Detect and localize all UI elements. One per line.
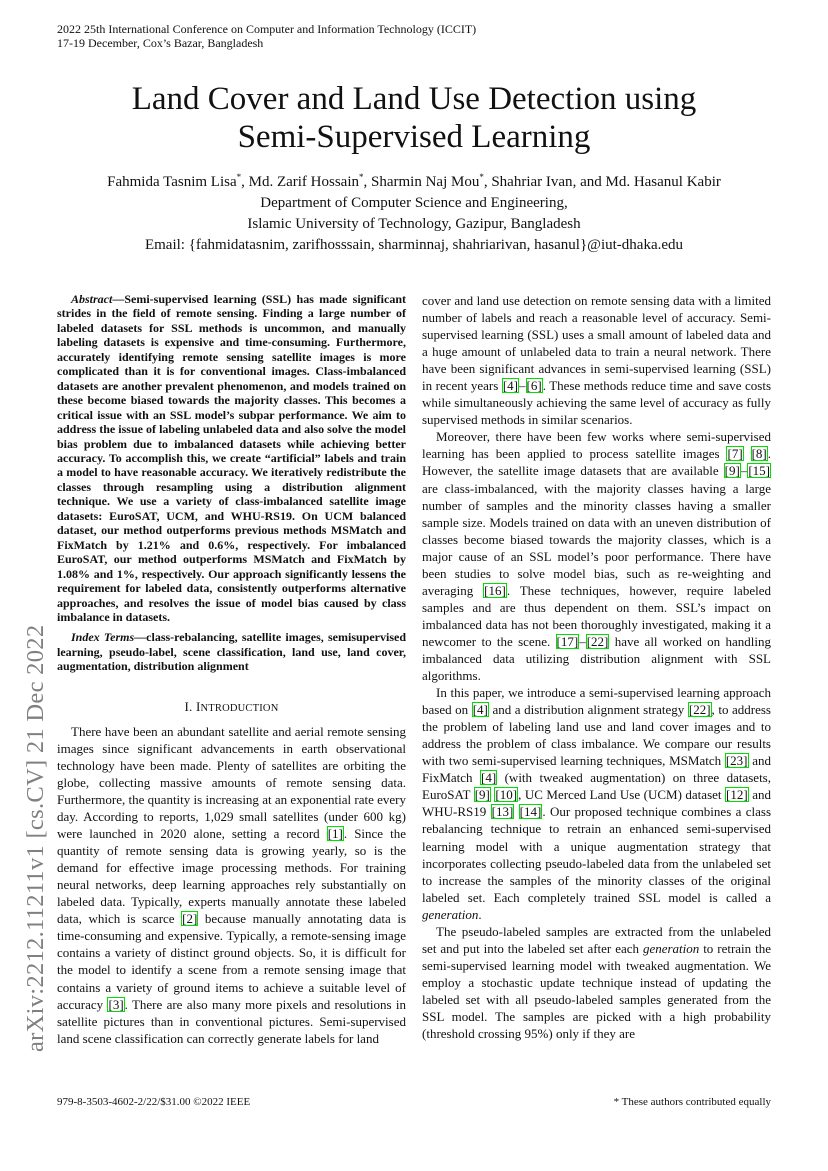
section-heading-introduction: [57, 698, 406, 717]
text-run: –: [740, 463, 748, 479]
intro-paragraph-4: [422, 923, 771, 1042]
author-name: Md. Zarif Hossain: [248, 174, 360, 190]
index-terms-lead: Index Terms: [71, 630, 135, 645]
section-numeral: I.: [184, 698, 196, 714]
text-run: are class-imbalanced, with the majority classes having a large number of samples and the minority classes having a smaller sample size. Models trained on data with an uneven distribution of classes become biased towards the majority classes, which is a major cause of an SSL model’s poor performance. There have been studies to solve model bias, such as re-weighting and averaging: [422, 480, 771, 598]
text-run: , to address the problem of labeling land use and land cover images and to address the problem of class imbalance. We compare our results with two semi-supervised learning techniques, MSMatch: [422, 702, 771, 769]
abstract-lead: Abstract: [71, 292, 113, 306]
intro-paragraph-2: [422, 428, 771, 684]
paper-title: [60, 80, 768, 156]
author-department: Department of Computer Science and Engineering,: [260, 195, 568, 211]
citation-link[interactable]: [13]: [491, 804, 514, 820]
author-name: Fahmida Tasnim Lisa: [107, 174, 237, 190]
text-run: . These methods reduce time and save costs while simultaneously achieving the same level of accuracy as fully supervised methods in similar scenarios.: [422, 378, 771, 428]
section-title-rest: NTRODUCTION: [200, 702, 279, 714]
citation-link[interactable]: [2]: [182, 911, 198, 927]
title-line-1: Land Cover and Land Use Detection using: [131, 81, 697, 117]
citation-link[interactable]: [4]: [481, 770, 497, 786]
citation-link[interactable]: [6]: [526, 378, 542, 394]
author-university: Islamic University of Technology, Gazipur, Bangladesh: [247, 216, 581, 232]
author-email: Email: {fahmidatasnim, zarifhosssain, sharminnaj, shahriarivan, hasanul}@iut-dhaka.edu: [144, 237, 684, 253]
author-name: Shahriar Ivan: [491, 174, 573, 190]
abstract: [57, 292, 406, 624]
title-line-2: Semi-Supervised Learning: [237, 119, 591, 155]
citation-link[interactable]: [22]: [688, 702, 711, 718]
text-run: . Our proposed technique combines a class rebalancing technique to retrain an enhanced semi-supervised learning model with a unique augmentation strategy that incorporates collecting pseudo-labeled data from the unlabeled set to increase the samples of the minority classes of the original labeled set. Each completely trained SSL model is called a: [422, 804, 771, 905]
intro-paragraph-1: [57, 723, 406, 1047]
citation-link[interactable]: [15]: [748, 463, 770, 479]
author-separator: , and: [572, 174, 606, 190]
citation-link[interactable]: [1]: [327, 826, 343, 842]
author-separator: ,: [483, 174, 492, 190]
equal-contribution-mark: *: [479, 172, 484, 182]
left-column: [57, 292, 406, 1047]
equal-contribution-mark: *: [359, 172, 364, 182]
citation-link[interactable]: [16]: [484, 582, 506, 598]
author-list: [60, 172, 768, 193]
section-title-initial: I: [195, 698, 201, 714]
citation-link[interactable]: [23]: [725, 753, 748, 769]
arxiv-stamp: arXiv:2212.11211v1 [cs.CV] 21 Dec 2022: [22, 624, 49, 1052]
text-run: The pseudo-labeled samples are extracted from the unlabeled set and put into the labeled set after each: [422, 923, 771, 956]
text-run: Moreover, there have been few works where semi-supervised learning has been applied to process satellite images: [422, 429, 771, 462]
text-run: . These techniques, however, require labeled samples and are thus dependent on them. SSL’s impact on imbalanced data has not been thoroughly investigated, making it a newcomer to the scene.: [422, 582, 771, 649]
author-name: Md. Hasanul Kabir: [605, 174, 721, 190]
abstract-text: —Semi-supervised learning (SSL) has made significant strides in the field of remote sensing. Finding a large number of labeled datasets for SSL methods is uncommon, and manually labeling datasets is expensive and time-consuming. Furthermore, accurately identifying remote sensing satellite images is more complicated than it is for conventional images. Class-imbalanced datasets are another prevalent phenomenon, and models trained on these become biased towards the majority classes. This becomes a critical issue with an SSL model’s subpar performance. We aim to address the issue of labeling unlabeled data and also solve the model bias problem due to imbalanced datasets while achieving better accuracy. To accomplish this, we create “artificial” labels and train a model to have reasonable accuracy. We iteratively redistribute the classes through resampling using a distribution alignment technique. We use a variety of class-imbalanced satellite image datasets: EuroSAT, UCM, and WHU-RS19. On UCM balanced dataset, our method outperforms previous methods MSMatch and FixMatch by 1.21% and 0.6%, respectively. For imbalanced EuroSAT, our method outperforms MSMatch and FixMatch by 1.08% and 1%, respectively. Our approach significantly lessens the requirement for labeled data, consistently outperforms alternative approaches, and resolves the issue of model bias caused by class imbalance in datasets.: [57, 292, 406, 624]
text-run: have all worked on handling imbalanced data utilizing distribution alignment with SSL algorithms.: [422, 633, 771, 684]
text-run: because manually annotating data is time-consuming and expensive. Typically, a remote-sensing image contains a variety of distinct ground objects. So, it is difficult for the model to identify a scene from a remote sensing image that contains a variety of ground items to achieve a suitable level of accuracy: [57, 911, 406, 1012]
author-separator: ,: [363, 174, 372, 190]
citation-link[interactable]: [17]: [556, 633, 579, 649]
conference-date-location: 17-19 December, Cox’s Bazar, Bangladesh: [57, 36, 264, 50]
citation-link[interactable]: [22]: [586, 633, 609, 649]
text-run: cover and land use detection on remote sensing data with a limited number of labels and reach a reasonable level of accuracy. Semi-supervised learning (SSL) uses a small amount of labeled data and a huge amount of unlabeled data to train a neural network. There have been significant advances in semi-supervised learning (SSL) in recent years: [422, 293, 771, 394]
text-run: . However, the satellite image datasets that are available: [422, 446, 772, 479]
citation-link[interactable]: [3]: [108, 996, 124, 1012]
text-run: and FixMatch: [422, 753, 771, 786]
citation-link[interactable]: [4]: [472, 702, 488, 718]
author-name: Sharmin Naj Mou: [371, 174, 480, 190]
footer-equal-contribution-note: * These authors contributed equally: [613, 1096, 771, 1108]
text-run: There have been an abundant satellite and aerial remote sensing images since significant advancements in earth observational technology have been made. Plenty of satellites are orbiting the globe, collecting massive amounts of remote sensing data. Furthermore, the quantity is increasing at an exponential rate every day. According to reports, 1,029 small satellites (under 600 kg) were launched in 2020 alone, setting a record: [57, 723, 406, 842]
text-run: and WHU-RS19: [422, 787, 771, 820]
emphasis: generation: [642, 940, 700, 956]
text-run: . Since the quantity of remote sensing data is growing yearly, so is the demand for effective image processing methods. For training neural networks, deep learning approaches rely substantially on labeled data. Typically, experts manually annotate these labeled data, which is scarce: [57, 826, 407, 927]
text-run: –: [519, 378, 526, 394]
footer-isbn: 979-8-3503-4602-2/22/$31.00 ©2022 IEEE: [57, 1096, 251, 1108]
equal-contribution-mark: *: [236, 172, 242, 182]
index-terms-text: —class-rebalancing, satellite images, semisupervised learning, pseudo-label, scene classification, land use, land cover, augmentation, distribution alignment: [57, 630, 406, 674]
text-run: .: [478, 906, 482, 922]
citation-link[interactable]: [14]: [519, 804, 542, 820]
emphasis: generation: [422, 906, 479, 922]
intro-paragraph-3: [422, 684, 771, 923]
citation-link[interactable]: [7]: [727, 446, 743, 462]
text-run: In this paper, we introduce a semi-supervised learning approach based on: [422, 685, 771, 718]
citation-link[interactable]: [10]: [495, 787, 518, 803]
right-column: [422, 292, 771, 1042]
citation-link[interactable]: [9]: [474, 787, 490, 803]
citation-link[interactable]: [9]: [724, 463, 740, 479]
text-run: and a distribution alignment strategy: [488, 702, 688, 718]
text-run: to retrain the semi-supervised learning model with tweaked augmentation. We employ a stochastic update technique instead of updating the labeled set with all pseudo-labeled samples generated from the SSL model. The samples are picked with a high probability (threshold crossing 95%) only if they are: [422, 940, 771, 1042]
citation-link[interactable]: [12]: [726, 787, 748, 803]
text-run: . There are also many more pixels and resolutions in satellite pictures than in conventional pictures. Semi-supervised land scene classification can correctly generate labels for land: [57, 996, 407, 1046]
text-run: –: [579, 633, 586, 649]
conference-header: [57, 22, 476, 50]
author-block: [60, 172, 768, 256]
conference-name: 2022 25th International Conference on Computer and Information Technology (ICCIT): [57, 22, 477, 36]
citation-link[interactable]: [4]: [502, 378, 519, 394]
text-run: (with tweaked augmentation) on three datasets, EuroSAT: [422, 770, 771, 803]
index-terms: [57, 630, 406, 673]
text-run: , UC Merced Land Use (UCM) dataset: [518, 787, 726, 803]
text-run: [744, 446, 751, 461]
citation-link[interactable]: [8]: [751, 446, 767, 462]
intro-paragraph-1-continued: [422, 292, 771, 428]
author-separator: ,: [241, 174, 249, 190]
